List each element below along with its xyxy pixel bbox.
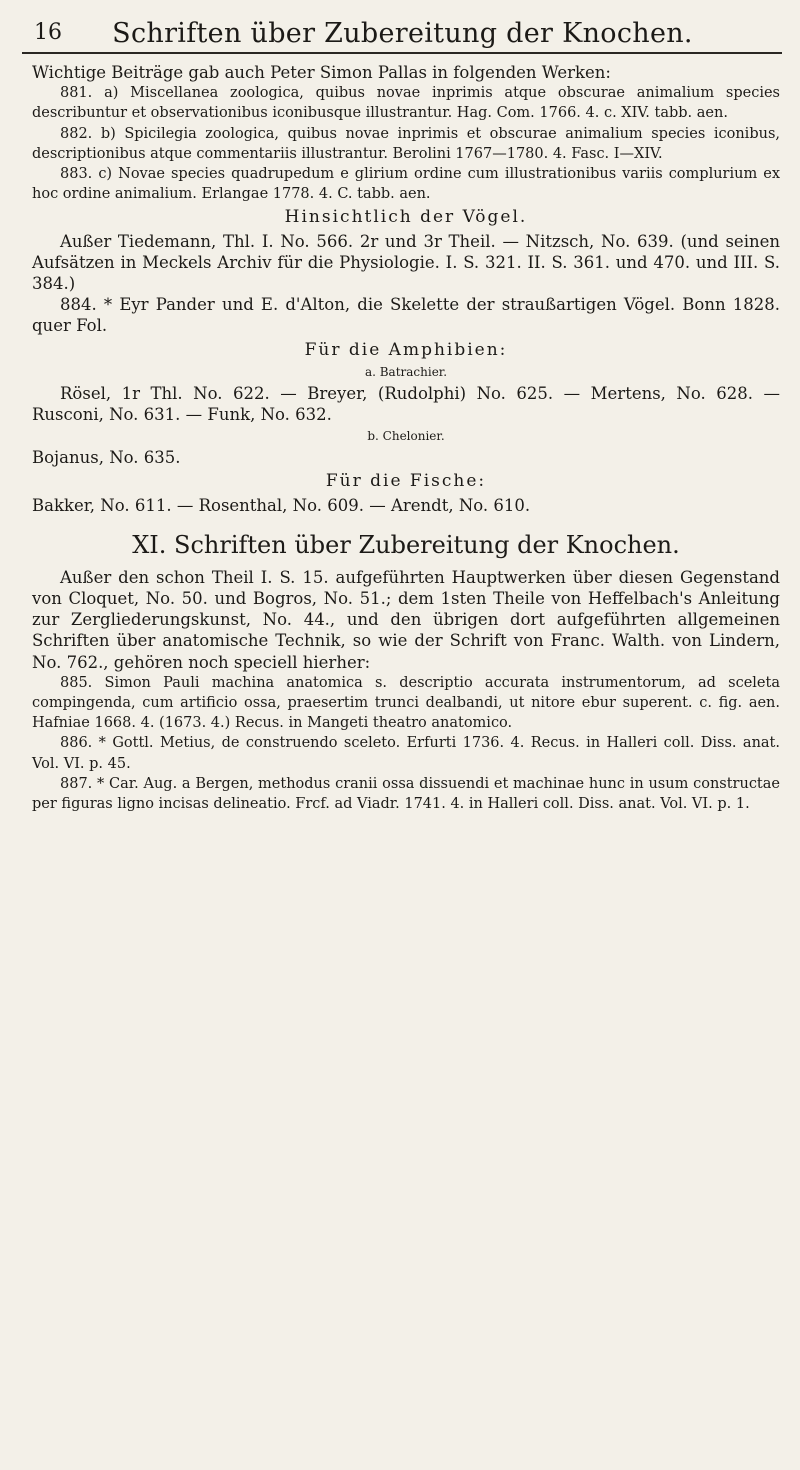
amphibia-text: Rösel, 1r Thl. No. 622. — Breyer, (Rudolphi) No. 625. — Mertens, No. 628. — Rusconi, No. 631. — Funk, No. 632. <box>32 383 780 425</box>
intro-line: Wichtige Beiträge gab auch Peter Simon Pallas in folgenden Werken: <box>32 63 611 82</box>
page-number: 16 <box>34 20 62 45</box>
birds-text: Außer Tiedemann, Thl. I. No. 566. 2r und 3r Theil. — Nitzsch, No. 639. (und seinen Aufsätzen in Meckels Archiv für die Physiologie. I. S. 321. II. S. 361. und 470. und III. S. 384.) <box>32 231 780 294</box>
section-intro: Außer den schon Theil I. S. 15. aufgeführten Hauptwerken über diesen Gegenstand von Cloquet, No. 50. und Bogros, No. 51.; dem 1sten Theile von Heffelbach's Anleitung zur Zergliederungskunst, No. 44., und den übrigen dort aufgeführten allgemeinen Schriften über anatomische Technik, so wie der Schrift von Franc. Walth. von Lindern, No. 762., gehören noch speciell hierher: <box>32 567 780 672</box>
entry-882: 882. b) Spicilegia zoologica, quibus novae inprimis et obscurae animalium species iconibus, descriptionibus atque commentariis illustrantur. Berolini 1767—1780. 4. Fasc. I—XIV. <box>32 125 780 162</box>
entry-883: 883. c) Novae species quadrupedum e glirium ordine cum illustrationibus variis complurium ex hoc ordine animalium. Erlangae 1778. 4. C. tabb. aen. <box>32 166 780 203</box>
entry-881: 881. a) Miscellanea zoologica, quibus novae inprimis atque obscurae animalium species describuntur et observationibus iconibusque illustrantur. Hag. Com. 1766. 4. c. XIV. tabb. aen. <box>32 85 780 122</box>
fish-text: Bakker, No. 611. — Rosenthal, No. 609. — Arendt, No. 610. <box>32 495 531 515</box>
entry-887: 887. * Car. Aug. a Bergen, methodus cranii ossa dissuendi et machinae hunc in usum constructae per figuras ligno incisas delineatio. Frcf. ad Viadr. 1741. 4. in Halleri coll. Diss. anat. Vol. VI. p. 1. <box>32 775 780 813</box>
section-title: XI. Schriften über Zubereitung der Knochen. <box>132 530 680 559</box>
amphibia-heading: Für die Amphibien: <box>304 339 508 360</box>
fish-heading: Für die Fische: <box>325 471 487 492</box>
header-rule <box>22 52 782 54</box>
subheading-batrachier: a. Batrachier. <box>364 364 448 379</box>
entry-885: 885. Simon Pauli machina anatomica s. descriptio accurata instrumentorum, ad sceleta compingenda, cum artificio ossa, praesertim trunci dealbandi, ut nitore ebur superent. c. fig. aen. Hafniae 1668. 4. (1673. 4.) Recus. in Mangeti theatro anatomico. <box>32 674 780 732</box>
subheading-chelonier: b. Chelonier. <box>367 429 445 444</box>
entry-886: 886. * Gottl. Metius, de construendo sceleto. Erfurti 1736. 4. Recus. in Halleri coll. Diss. anat. Vol. VI. p. 45. <box>32 735 780 772</box>
page-body <box>32 62 780 814</box>
page-header <box>20 14 785 54</box>
running-title: Schriften über Zubereitung der Knochen. <box>112 18 693 49</box>
entry-884: 884. * Eyr Pander und E. d'Alton, die Skelette der straußartigen Vögel. Bonn 1828. quer Fol. <box>32 295 780 336</box>
chelonier-text: Bojanus, No. 635. <box>32 448 181 468</box>
birds-heading: Hinsichtlich der Vögel. <box>284 207 528 228</box>
